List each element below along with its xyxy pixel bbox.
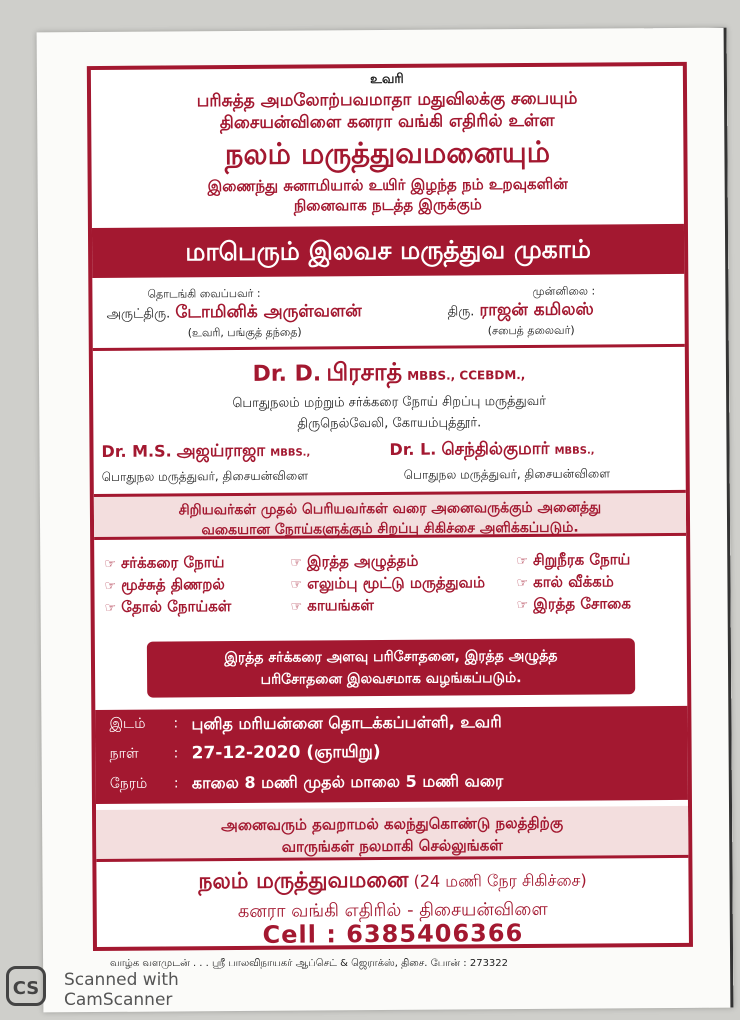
main-doctor-spec: பொதுநலம் மற்றும் சர்க்கரை நோய் சிறப்பு மருத்துவர் — [232, 393, 547, 412]
camscanner-watermark — [64, 970, 179, 1010]
tests-box — [147, 638, 635, 697]
doctor-2-prefix: Dr. M.S. — [101, 441, 172, 461]
disease-col-3 — [516, 548, 631, 615]
poster-paper — [37, 28, 734, 1013]
event-box: இடம் : புனித மரியன்னை தொடக்கப்பள்ளி, உவரி நாள் : 27-12-2020 (ஞாயிறு) நேரம் : காலை 8 மணி முதல் மாலை 5 மணி வரை — [95, 706, 688, 804]
header-line5: இணைந்து சுனாமியால் உயிர் இழந்த நம் உறவுகளின் — [207, 174, 568, 196]
disease-item: ☞ சர்க்கரை நோய் — [104, 553, 225, 572]
doctor-3-name: செந்தில்குமார் — [441, 438, 550, 460]
disease-item: ☞ இரத்த சோகை — [516, 594, 631, 614]
tests-line2: பரிசோதனை இலவசமாக வழங்கப்படும். — [260, 670, 522, 688]
place-label: இடம் — [109, 715, 146, 732]
main-doctor-degree: MBBS., CCEBDM., — [407, 368, 526, 383]
invite-line2: வாருங்கள் நலமாகி செல்லுங்கள் — [281, 836, 503, 856]
pointing-hand-icon: ☞ — [516, 598, 529, 614]
header-line1: உவரி — [370, 71, 404, 88]
header-line6: நினைவாக நடத்த இருக்கும் — [293, 195, 482, 215]
pointing-hand-icon: ☞ — [290, 577, 303, 593]
invite-box — [96, 806, 688, 862]
disease-item: ☞ எலும்பு மூட்டு மருத்துவம் — [290, 573, 486, 593]
doctor-3 — [389, 439, 594, 462]
disease-item: ☞ சிறுநீரக நோய் — [516, 550, 631, 570]
disease-item: ☞ மூச்சுத் திணறல் — [104, 575, 225, 594]
header-line4: நலம் மருத்துவமனையும் — [224, 134, 551, 172]
printer-footer: வாழ்க வளமுடன் . . . ஸ்ரீ பாலவிநாயகர் ஆப்செட் & ஜெராக்ஸ், திசை. போன் : 273322 — [110, 958, 509, 969]
presider — [447, 300, 593, 323]
pointing-hand-icon: ☞ — [290, 555, 303, 571]
scanned-line1: Scanned with — [64, 970, 179, 990]
main-doctor-name: பிரசாத் — [326, 357, 403, 387]
place-value: புனித மரியன்னை தொடக்கப்பள்ளி, உவரி — [191, 712, 502, 734]
disease-item: ☞ இரத்த அழுத்தம் — [290, 551, 419, 571]
notice-line2: வகையான நோய்களுக்கும் சிறப்பு சிகிச்சை அளிக்கப்படும். — [201, 519, 579, 539]
disease-item: ☞ காயங்கள் — [290, 596, 374, 615]
presider-role: (சபைத் தலைவர்) — [487, 323, 575, 338]
invite-line1: அனைவரும் தவறாமல் கலந்துகொண்டு நலத்திற்கு — [221, 813, 564, 835]
doctor-2 — [101, 441, 310, 464]
header-line2: பரிசுத்த அமலோற்பவமாதா மதுவிலக்கு சபையும் — [196, 88, 578, 112]
inaugurator-caption: தொடங்கி வைப்பவர் : — [147, 286, 261, 301]
main-doctor — [93, 356, 685, 391]
pointing-hand-icon: ☞ — [104, 600, 117, 616]
presider-caption: முன்னிலை : — [532, 284, 596, 298]
disease-col-2 — [290, 549, 485, 616]
pointing-hand-icon: ☞ — [290, 599, 303, 615]
hospital-address: கனரா வங்கி எதிரில் - திசையன்விளை — [237, 898, 548, 923]
hospital-name: நலம் மருத்துவமனை — [198, 867, 409, 895]
disease-col-1 — [104, 551, 231, 618]
disease-item: ☞ கால் வீக்கம் — [516, 572, 614, 592]
inaugurator — [106, 301, 361, 325]
doctor-3-prefix: Dr. L. — [389, 439, 437, 459]
disease-item: ☞ தோல் நோய்கள் — [104, 597, 232, 616]
cell-label: Cell : — [262, 920, 337, 949]
camp-banner: மாபெரும் இலவச மருத்துவ முகாம் — [92, 224, 684, 278]
divider — [93, 344, 685, 351]
doctor-2-role: பொதுநல மருத்துவர், திசையன்விளை — [101, 468, 309, 484]
cell-number: 6385406366 — [346, 919, 524, 949]
poster-frame — [87, 62, 693, 951]
date-value: 27-12-2020 (ஞாயிறு) — [191, 742, 381, 764]
doctor-2-name: அஜய்ராஜா — [176, 440, 266, 462]
pointing-hand-icon: ☞ — [516, 554, 529, 570]
time-label: நேரம் — [109, 775, 148, 792]
hospital-heading — [96, 866, 688, 898]
camscanner-logo: CS — [6, 966, 46, 1006]
inaugurator-name: டோமினிக் அருள்வளன் — [175, 301, 362, 323]
doctor-2-degree: MBBS., — [270, 447, 311, 459]
scanned-line2: CamScanner — [64, 990, 173, 1010]
header-line3: திசையன்விளை கனரா வங்கி எதிரில் உள்ள — [219, 110, 555, 134]
presider-prefix: திரு. — [447, 304, 475, 320]
inaugurator-prefix: அருட்திரு. — [106, 306, 171, 322]
main-doctor-place: திருநெல்வேலி, கோயம்புத்தூர். — [297, 415, 482, 432]
tests-line1: இரத்த சர்க்கரை அளவு பரிசோதனை, இரத்த அழுத்த — [224, 647, 558, 667]
pointing-hand-icon: ☞ — [104, 578, 117, 594]
date-label: நாள் — [109, 745, 139, 762]
presider-name: ராஜன் கமிலஸ் — [479, 299, 594, 321]
main-doctor-prefix: Dr. D. — [252, 361, 322, 387]
pointing-hand-icon: ☞ — [104, 556, 117, 572]
inaugurator-role: (உவரி, பங்குத் தந்தை) — [187, 325, 302, 340]
hospital-hours: (24 மணி நேர சிகிச்சை) — [413, 870, 587, 891]
hospital-cell — [97, 918, 689, 950]
notice-line1: சிறியவர்கள் முதல் பெரியவர்கள் வரை அனைவருக்கும் அனைத்து — [178, 499, 602, 519]
pointing-hand-icon: ☞ — [516, 576, 529, 592]
time-value: காலை 8 மணி முதல் மாலை 5 மணி வரை — [191, 771, 504, 793]
doctor-3-role: பொதுநல மருத்துவர், திசையன்விளை — [403, 466, 611, 482]
doctor-3-degree: MBBS., — [554, 445, 595, 457]
notice-box — [94, 490, 686, 540]
